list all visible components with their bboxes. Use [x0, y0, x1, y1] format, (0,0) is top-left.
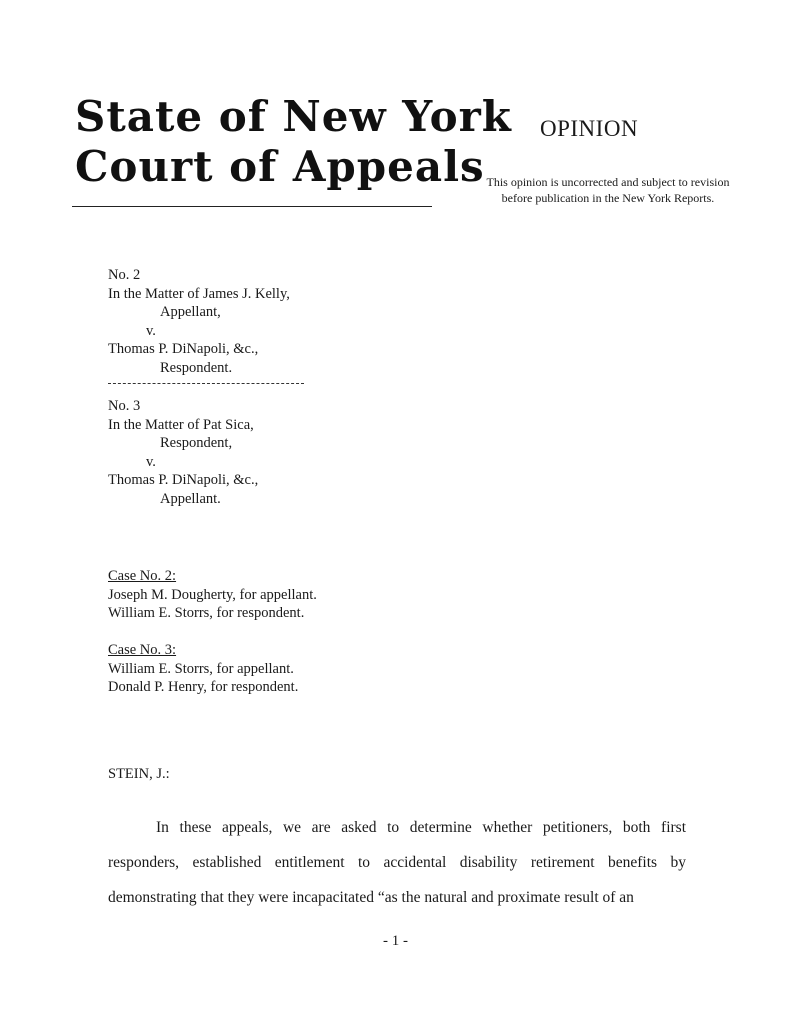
opposing-party: Thomas P. DiNapoli, &c., — [108, 341, 259, 357]
case-matter: In the Matter of James J. Kelly, — [108, 285, 290, 302]
court-name-line-2: Court of Appeals — [75, 142, 485, 191]
counsel-heading: Case No. 2: — [108, 568, 177, 584]
case-matter: In the Matter of Pat Sica, — [108, 416, 254, 433]
opinion-author: STEIN, J.: — [108, 766, 170, 782]
party-role: Appellant. — [160, 490, 221, 507]
party-role: Respondent. — [160, 359, 233, 376]
counsel-line: William E. Storrs, for respondent. — [108, 605, 305, 621]
revision-note — [458, 174, 758, 206]
opposing-party: Thomas P. DiNapoli, &c., — [108, 472, 259, 488]
revision-note-line-1: This opinion is uncorrected and subject to revision — [486, 175, 730, 189]
counsel-heading: Case No. 3: — [108, 642, 177, 658]
party-role: Respondent, — [160, 435, 233, 451]
counsel-line: Joseph M. Dougherty, for appellant. — [108, 586, 317, 603]
revision-note-line-2: before publication in the New York Reports. — [501, 191, 715, 205]
case-number: No. 3 — [108, 398, 141, 414]
party-role: Appellant, — [160, 304, 221, 320]
case-number: No. 2 — [108, 267, 141, 283]
case-caption-no-3 — [108, 397, 258, 508]
counsel-line: Donald P. Henry, for respondent. — [108, 679, 299, 695]
court-name-line-1: State of New York — [75, 92, 512, 141]
versus-label: v. — [146, 322, 156, 339]
opinion-label: OPINION — [540, 116, 639, 141]
counsel-line: William E. Storrs, for appellant. — [108, 660, 294, 677]
counsel-case-3 — [108, 641, 298, 697]
counsel-case-2 — [108, 567, 317, 623]
title-underline — [72, 206, 432, 207]
opinion-body-paragraph: In these appeals, we are asked to determine whether petitioners, both first responders, established entitlement to accidental disability retirement benefits by demonstrating that they were incapacitated “as the natural and proximate result of an — [108, 819, 686, 906]
page-number: - 1 - — [383, 933, 408, 949]
case-caption-no-2 — [108, 266, 290, 377]
case-divider — [108, 383, 304, 384]
versus-label: v. — [146, 453, 156, 470]
